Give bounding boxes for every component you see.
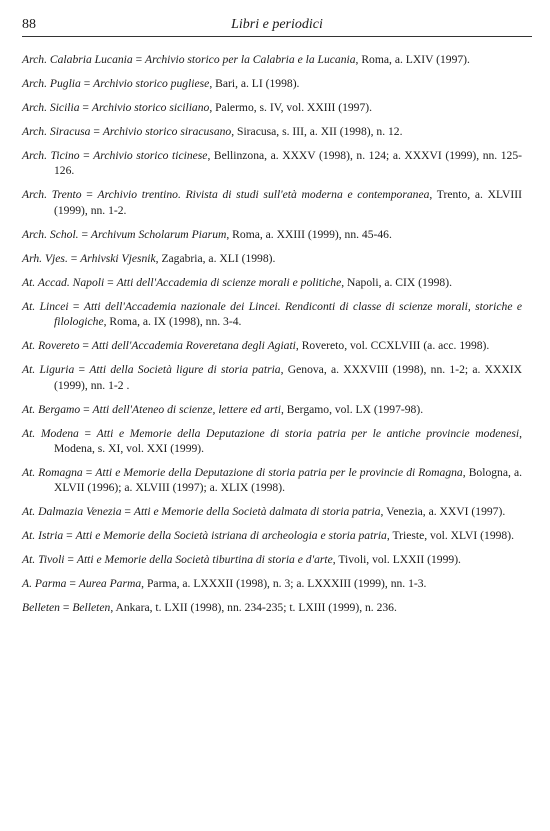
entry-details: , Bologna, a. XLVII (1996); a. XLVIII (1997); a. XLIX (1998). (54, 466, 522, 495)
entry-abbreviation: At. Rovereto (22, 339, 80, 353)
entry-abbreviation: At. Dalmazia Venezia (22, 505, 122, 519)
bibliography-entry: At. Lincei = Atti dell'Accademia nazionale dei Lincei. Rendiconti di classe di scienze morali, storiche e filologiche, Roma, a. IX (1998), nn. 3-4. (22, 299, 522, 329)
entry-abbreviation: A. Parma (22, 577, 67, 591)
entry-abbreviation: At. Lincei (22, 299, 69, 313)
entry-title: Atti e Memorie della Società tiburtina di storia e d'arte (76, 553, 333, 567)
entry-abbreviation: At. Modena (22, 426, 79, 440)
bibliography-entry: Arch. Puglia = Archivio storico pugliese, Bari, a. LI (1998). (22, 77, 300, 90)
entry-details: , Genova, a. XXXVIII (1998), nn. 1-2; a. XXXIX (1999), nn. 1-2 . (54, 363, 522, 392)
page-header (22, 14, 532, 37)
entry-abbreviation: At. Istria (22, 529, 64, 543)
entry-title: Archivio storico siracusano (102, 125, 232, 138)
bibliography-entry: Arch. Schol. = Archivum Scholarum Piarum, Roma, a. XXIII (1999), nn. 45-46. (22, 227, 392, 241)
entry-title: Archivio storico ticinese (93, 149, 208, 162)
entry-details: , Venezia, a. XXVI (1997). (380, 505, 506, 519)
bibliography-entry: Arch. Calabria Lucania = Archivio storico per la Calabria e la Lucania, Roma, a. LXIV (1997). (22, 53, 470, 66)
entry-title: Atti e Memorie della Deputazione di storia patria per le provincie di Romagna (95, 466, 463, 480)
entry-title: Archivum Scholarum Piarum (90, 227, 227, 241)
entry-title: Archivio trentino. Rivista di studi sull'età moderna e contemporanea (97, 188, 430, 202)
entry-title: Atti e Memorie della Società istriana di archeologia e storia patria (75, 529, 387, 543)
running-title: Libri e periodici (231, 17, 323, 32)
bibliography-entry: Arch. Ticino = Archivio storico ticinese, Bellinzona, a. XXXV (1998), n. 124; a. XXXVI (1999), nn. 125-126. (22, 149, 522, 178)
bibliography-entry: Arch. Sicilia = Archivio storico siciliano, Palermo, s. IV, vol. XXIII (1997). (22, 101, 373, 114)
bibliography-entry: At. Modena = Atti e Memorie della Deputazione di storia patria per le antiche provincie modenesi, Modena, s. XI, vol. XXI (1999). (22, 426, 522, 456)
entry-abbreviation: At. Accad. Napoli (22, 275, 105, 289)
entry-abbreviation: Arh. Vjes. (22, 251, 68, 265)
entry-title: Aurea Parma (78, 577, 142, 591)
entry-details: , Roma, a. IX (1998), nn. 3-4. (103, 315, 242, 329)
entry-title: Atti dell'Accademia Roveretana degli Agiati (91, 339, 296, 353)
bibliography-entry: At. Bergamo = Atti dell'Ateneo di scienze, lettere ed arti, Bergamo, vol. LX (1997-98). (22, 402, 424, 416)
entry-title: Archivio storico pugliese (93, 77, 210, 90)
entry-title: Belleten (72, 601, 111, 615)
bibliography-entry: At. Accad. Napoli = Atti dell'Accademia di scienze morali e politiche, Napoli, a. CIX (1998). (22, 275, 452, 289)
bibliography-entry: Arch. Trento = Archivio trentino. Rivista di studi sull'età moderna e contemporanea, Trento, a. XLVIII (1999), nn. 1-2. (22, 188, 522, 217)
entry-abbreviation: Arch. Puglia (22, 77, 81, 90)
entry-details: , Zagabria, a. XLI (1998). (155, 251, 276, 265)
bibliography-list (22, 52, 522, 624)
entry-abbreviation: At. Bergamo (22, 402, 81, 416)
bibliography-entry: Belleten = Belleten, Ankara, t. LXII (1998), nn. 234-235; t. LXIII (1999), n. 236. (22, 601, 397, 615)
entry-abbreviation: Arch. Calabria Lucania (22, 53, 133, 66)
entry-details: , Trento, a. XLVIII (1999), nn. 1-2. (54, 188, 522, 217)
entry-details: , Modena, s. XI, vol. XXI (1999). (54, 426, 522, 456)
entry-abbreviation: At. Tivoli (22, 553, 65, 567)
entry-abbreviation: Arch. Trento (22, 188, 82, 202)
bibliography-entry: At. Dalmazia Venezia = Atti e Memorie della Società dalmata di storia patria, Venezia, a. XXVI (1997). (22, 505, 506, 519)
entry-title: Atti dell'Ateneo di scienze, lettere ed arti (92, 402, 281, 416)
entry-details: , Rovereto, vol. CCXLVIII (a. acc. 1998). (295, 339, 490, 353)
entry-abbreviation: Belleten (22, 601, 60, 615)
entry-details: , Palermo, s. IV, vol. XXIII (1997). (209, 101, 373, 114)
entry-title: Atti dell'Accademia nazionale dei Lincei. Rendiconti di classe di scienze morali, storiche e filologiche (54, 299, 522, 329)
entry-details: , Ankara, t. LXII (1998), nn. 234-235; t. LXIII (1999), n. 236. (110, 601, 397, 615)
entry-details: , Napoli, a. CIX (1998). (341, 275, 452, 289)
page-number: 88 (22, 17, 36, 32)
entry-details: , Bari, a. LI (1998). (209, 77, 300, 90)
entry-abbreviation: Arch. Schol. (22, 227, 79, 241)
entry-title: Atti e Memorie della Società dalmata di storia patria (133, 505, 381, 519)
entry-details: , Trieste, vol. XLVI (1998). (386, 529, 514, 543)
bibliography-entry: A. Parma = Aurea Parma, Parma, a. LXXXII (1998), n. 3; a. LXXXIII (1999), nn. 1-3. (22, 577, 427, 591)
entry-title: Atti e Memorie della Deputazione di storia patria per le antiche provincie modenesi (96, 426, 520, 440)
entry-title: Atti della Società ligure di storia patria (89, 363, 281, 377)
entry-details: , Tivoli, vol. LXXII (1999). (332, 553, 461, 567)
bibliography-entry: At. Liguria = Atti della Società ligure di storia patria, Genova, a. XXXVIII (1998), nn. 1-2; a. XXXIX (1999), nn. 1-2 . (22, 363, 522, 392)
entry-details: , Bellinzona, a. XXXV (1998), n. 124; a. XXXVI (1999), nn. 125-126. (54, 149, 522, 178)
bibliography-entry: Arh. Vjes. = Arhivski Vjesnik, Zagabria, a. XLI (1998). (22, 251, 276, 265)
bibliography-entry: At. Istria = Atti e Memorie della Società istriana di archeologia e storia patria, Trieste, vol. XLVI (1998). (22, 529, 514, 543)
entry-title: Archivio storico per la Calabria e la Lucania (145, 53, 356, 66)
bibliography-entry: At. Tivoli = Atti e Memorie della Società tiburtina di storia e d'arte, Tivoli, vol. LXXII (1999). (22, 553, 461, 567)
bibliography-entry: Arch. Siracusa = Archivio storico siracusano, Siracusa, s. III, a. XII (1998), n. 12. (22, 125, 403, 138)
entry-title: Atti dell'Accademia di scienze morali e politiche (116, 275, 342, 289)
entry-details: , Roma, a. LXIV (1997). (355, 53, 470, 66)
entry-details: , Bergamo, vol. LX (1997-98). (281, 402, 424, 416)
entry-abbreviation: At. Liguria (22, 363, 75, 377)
entry-title: Archivio storico siciliano (91, 101, 210, 114)
entry-abbreviation: Arch. Sicilia (22, 101, 80, 114)
bibliography-entry: At. Rovereto = Atti dell'Accademia Roveretana degli Agiati, Rovereto, vol. CCXLVIII (a. acc. 1998). (22, 339, 490, 353)
entry-details: , Siracusa, s. III, a. XII (1998), n. 12. (231, 125, 403, 138)
entry-title: Arhivski Vjesnik (80, 251, 156, 265)
entry-abbreviation: Arch. Ticino (22, 149, 80, 162)
entry-details: , Parma, a. LXXXII (1998), n. 3; a. LXXXIII (1999), nn. 1-3. (141, 577, 427, 591)
entry-abbreviation: Arch. Siracusa (22, 125, 91, 138)
entry-abbreviation: At. Romagna (22, 466, 83, 480)
bibliography-entry: At. Romagna = Atti e Memorie della Deputazione di storia patria per le provincie di Romagna, Bologna, a. XLVII (1996); a. XLVIII (1997); a. XLIX (1998). (22, 466, 522, 495)
entry-details: , Roma, a. XXIII (1999), nn. 45-46. (226, 227, 392, 241)
